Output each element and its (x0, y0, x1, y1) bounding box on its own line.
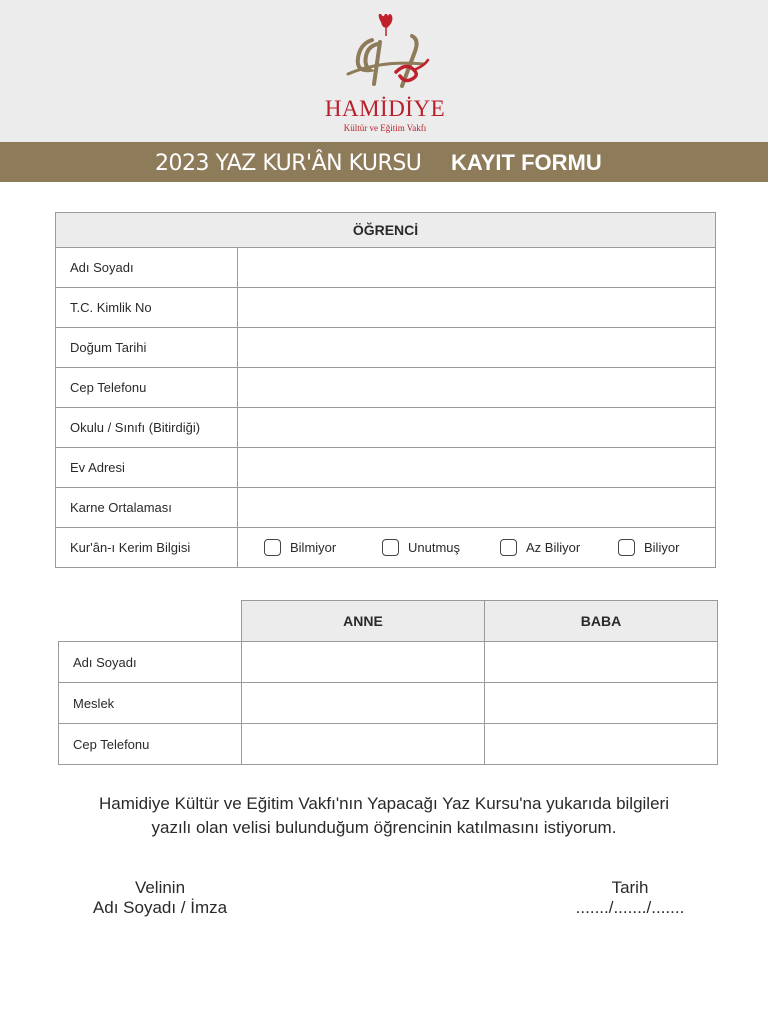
field-label-address: Ev Adresi (56, 448, 238, 488)
table-row (56, 488, 716, 528)
mother-job-field[interactable] (242, 683, 485, 724)
date-placeholder[interactable]: ......./......./....... (575, 898, 685, 917)
logo-mark-icon (320, 14, 450, 98)
parent-label-job: Meslek (59, 683, 242, 724)
student-phone-field[interactable] (238, 368, 716, 408)
empty-corner (59, 601, 242, 642)
option-label: Az Biliyor (526, 540, 581, 555)
option-biliyor[interactable] (592, 539, 710, 556)
table-row (56, 288, 716, 328)
brand-subtitle: Kültür ve Eğitim Vakfı (343, 123, 427, 133)
checkbox[interactable] (500, 539, 517, 556)
table-row (56, 528, 716, 568)
mother-heading: ANNE (242, 601, 485, 642)
page-title: 2023 YAZ KUR'ÂN KURSU (155, 151, 422, 176)
table-row (56, 328, 716, 368)
field-label-school: Okulu / Sınıfı (Bitirdiği) (56, 408, 238, 448)
field-label-birthdate: Doğum Tarihi (56, 328, 238, 368)
table-row (59, 642, 718, 683)
table-row (59, 683, 718, 724)
student-address-field[interactable] (238, 448, 716, 488)
date-block (560, 878, 700, 918)
option-az-biliyor[interactable] (474, 539, 592, 556)
consent-statement (40, 792, 728, 840)
field-label-id: T.C. Kimlik No (56, 288, 238, 328)
mother-phone-field[interactable] (242, 724, 485, 765)
parents-table (58, 600, 718, 765)
option-label: Unutmuş (408, 540, 461, 555)
table-row (56, 368, 716, 408)
hamidiye-logo (320, 14, 450, 138)
table-row (56, 408, 716, 448)
student-name-field[interactable] (238, 248, 716, 288)
parent-label-name: Adı Soyadı (59, 642, 242, 683)
father-name-field[interactable] (485, 642, 718, 683)
option-label: Biliyor (644, 540, 680, 555)
student-id-field[interactable] (238, 288, 716, 328)
table-row (59, 724, 718, 765)
table-row (56, 448, 716, 488)
mother-name-field[interactable] (242, 642, 485, 683)
field-label-name: Adı Soyadı (56, 248, 238, 288)
header (0, 0, 768, 142)
quran-options (238, 528, 716, 568)
signature-line: Adı Soyadı / İmza (92, 898, 228, 917)
statement-line: yazılı olan velisi bulunduğum öğrencinin katılmasını istiyorum. (151, 818, 617, 837)
field-label-quran: Kur'ân-ı Kerim Bilgisi (56, 528, 238, 568)
field-label-phone: Cep Telefonu (56, 368, 238, 408)
student-table (55, 212, 716, 568)
father-phone-field[interactable] (485, 724, 718, 765)
student-birthdate-field[interactable] (238, 328, 716, 368)
option-unutmus[interactable] (356, 539, 474, 556)
table-row (56, 248, 716, 288)
parent-label-phone: Cep Telefonu (59, 724, 242, 765)
checkbox[interactable] (618, 539, 635, 556)
option-label: Bilmiyor (290, 540, 337, 555)
checkbox[interactable] (382, 539, 399, 556)
student-gpa-field[interactable] (238, 488, 716, 528)
field-label-gpa: Karne Ortalaması (56, 488, 238, 528)
signature-block (80, 878, 240, 918)
father-job-field[interactable] (485, 683, 718, 724)
signature-line: Velinin (134, 878, 186, 897)
checkbox[interactable] (264, 539, 281, 556)
statement-line: Hamidiye Kültür ve Eğitim Vakfı'nın Yapacağı Yaz Kursu'na yukarıda bilgileri (99, 794, 669, 813)
brand-name: HAMİDİYE (324, 96, 446, 121)
student-school-field[interactable] (238, 408, 716, 448)
option-bilmiyor[interactable] (238, 539, 356, 556)
father-heading: BABA (485, 601, 718, 642)
form-label: KAYIT FORMU (451, 150, 602, 175)
date-label: Tarih (611, 878, 649, 897)
student-heading: ÖĞRENCİ (56, 213, 716, 248)
